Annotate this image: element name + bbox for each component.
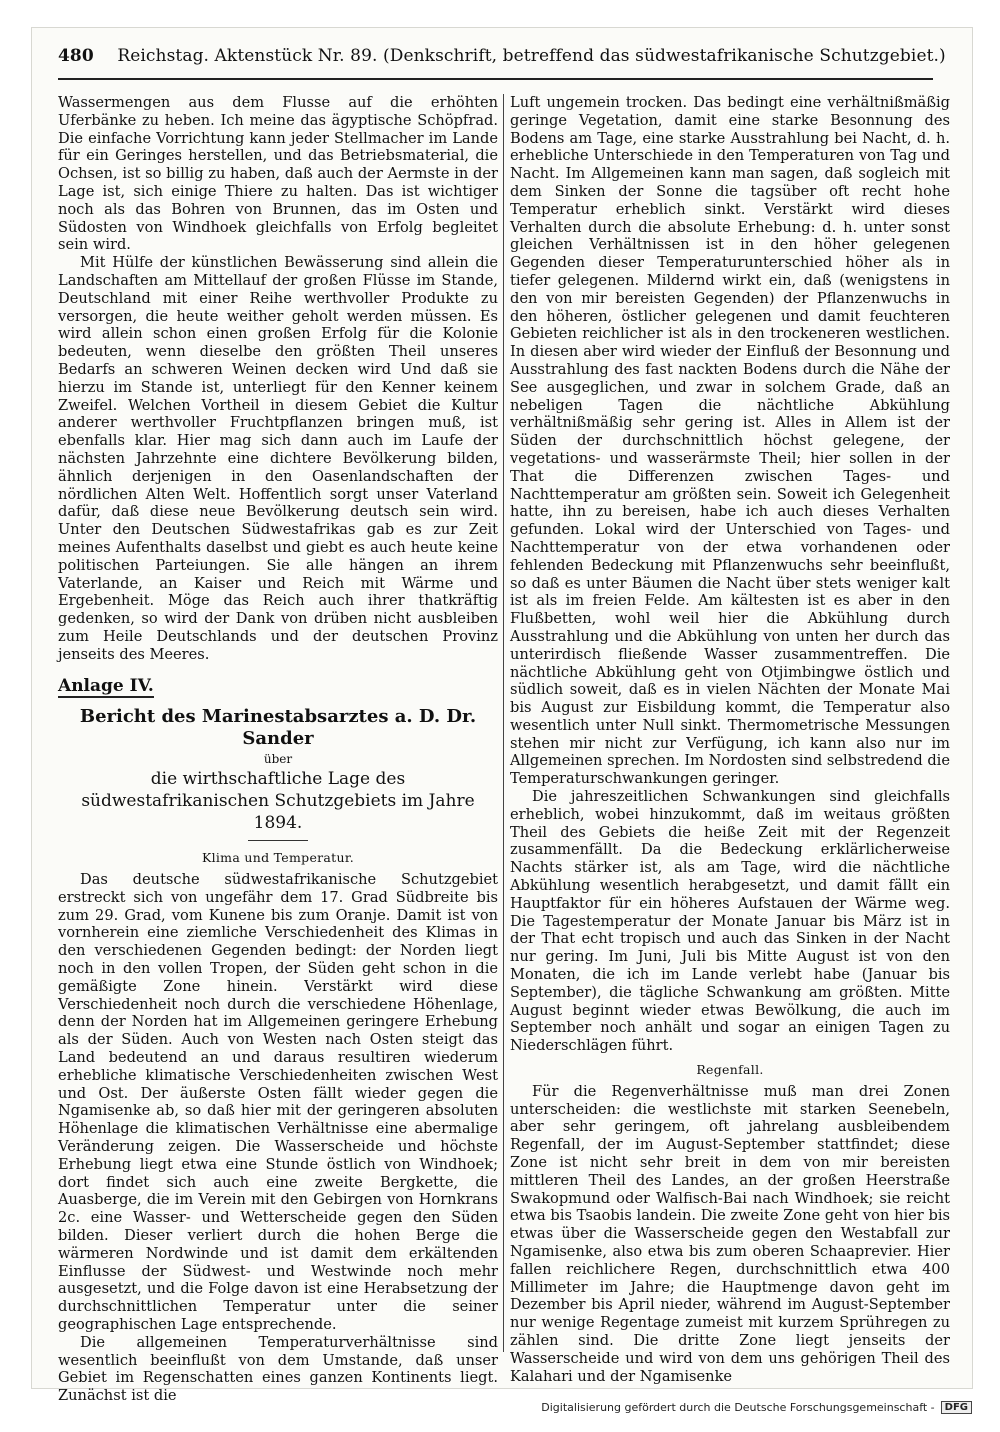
dfg-logo-icon: DFG [941,1401,972,1414]
paragraph: Die jahreszeitlichen Schwankungen sind gleichfalls erheblich, wobei hinzukommt, daß im weitaus größten Theil des Gebiets die heiße Zeit mit der Regenzeit zusammenfällt. Da die Bedeckung erklärlicherweise Nachts stärker ist, als am Tage, wird die nächtliche Abkühlung wesentlich herabgesetzt, und damit fällt ein Hauptfaktor für ein höheres Aufstauen der Wärme weg. Die Tagestemperatur der Monate Januar bis März ist in der That echt tropisch und auch das Sinken in der Nacht nur gering. Im Juni, Juli bis Mitte August ist von den Monaten, die ich im Lande verlebt habe (Januar bis September), die tägliche Schwankung am größten. Mitte August beginnt wieder etwas Bewölkung, die auch im September noch anhält und sogar an einigen Tagen zu Niederschlägen führt. [510,788,950,1055]
paragraph: Mit Hülfe der künstlichen Bewässerung sind allein die Landschaften am Mittellauf der großen Flüsse im Stande, Deutschland mit einer Reihe werthvoller Produkte zu versorgen, die heute weither geholt werden müssen. Es wird allein schon einen großen Erfolg für die Kolonie bedeuten, wenn dieselbe den größten Theil unseres Bedarfs an schweren Weinen decken wird Und daß sie hierzu im Stande ist, unterliegt für den Kenner keinem Zweifel. Welchen Vortheil in diesem Gebiet die Kultur anderer werthvoller Fruchtpflanzen bringen muß, ist ebenfalls klar. Hier mag sich dann auch im Laufe der nächsten Jahrzehnte eine dichtere Bevölkerung bilden, ähnlich derjenigen in den Oasenlandschaften der nördlichen Alten Welt. Hoffentlich sorgt unser Vaterland dafür, daß diese neue Bevölkerung deutsch sein wird. Unter den Deutschen Südwestafrikas gab es zur Zeit meines Aufenthalts daselbst und giebt es auch heute keine politischen Parteiungen. Sie alle hängen an ihrem Vaterlande, an Kaiser und Reich mit Wärme und Ergebenheit. Möge das Reich auch ihrer thatkräftig gedenken, so wird der Dank von drüben nicht ausbleiben zum Heile Deutschlands und der deutschen Provinz jenseits des Meeres. [58,254,498,663]
section-heading-regenfall: Regenfall. [696,1062,764,1078]
left-column [58,94,498,1405]
report-subject: die wirthschaftliche Lage des südwestafrikanischen Schutzgebiets im Jahre 1894. [81,769,475,834]
right-column [510,94,950,1385]
title-rule [248,840,308,841]
page-number: 480 [58,46,94,66]
report-title: Bericht des Marinestabsarztes a. D. Dr. Sander [79,706,477,750]
paragraph: Die allgemeinen Temperaturverhältnisse sind wesentlich beeinflußt von dem Umstande, daß unser Gebiet im Regenschatten eines ganzen Kontinents liegt. Zunächst ist die [58,1333,498,1405]
paragraph: Luft ungemein trocken. Das bedingt eine verhältnißmäßig geringe Vegetation, damit eine starke Besonnung des Bodens am Tage, eine starke Ausstrahlung bei Nacht, d. h. erhebliche Unterschiede in den Temperaturen von Tag und Nacht. Im Allgemeinen kann man sagen, daß sogleich mit dem Sinken der Sonne die tagsüber oft recht hohe Temperatur erheblich sinkt. Verstärkt wird dieses Verhalten durch die absolute Erhebung: d. h. unter sonst gleichen Verhältnissen ist in den höher gelegenen Gegenden dieser Temperaturunterschied höher als in tiefer gelegenen. Mildernd wirkt ein, daß (wenigstens in den von mir bereisten Gegenden) der Pflanzenwuchs in den höheren, östlicher gelegenen und damit feuchteren Gebieten reichlicher ist als in den trockeneren westlichen. In diesen aber wird wieder der Einfluß der Besonnung und Ausstrahlung des fast nackten Bodens durch die Nähe der See ausgeglichen, und zwar in solchem Grade, daß an nebeligen Tagen die nächtliche Abkühlung verhältnißmäßig sehr gering ist. Alles in Allem ist der Süden der durchschnittlich höchst gelegene, der vegetations- und wasserärmste Theil; hier sollen in der That die Differenzen zwischen Tages- und Nachttemperatur am größten sein. Soweit ich Gelegenheit hatte, ihn zu bereisen, habe ich auch dieses Verhalten gefunden. Lokal wird der Unterschied von Tages- und Nachttemperatur von der etwa vorhandenen oder fehlenden Bedeckung mit Pflanzenwuchs sehr beeinflußt, so daß es unter Bäumen die Nacht über stets weniger kalt ist als im freien Felde. Am kältesten ist es aber in den Flußbetten, wohl weil hier die Abkühlung durch Ausstrahlung und die Abkühlung von unten her durch das unterirdisch fließende Wasser zusammentreffen. Die nächtliche Abkühlung geht von Otjimbingwe östlich und südlich soweit, daß es in vielen Nächten der Monate Mai bis August zur Eisbildung kommt, die Temperatur also wesentlich unter Null sinkt. Thermometrische Messungen stehen mir nicht zur Verfügung, ich kann also nur im Allgemeinen sprechen. Im Nordosten sind selbstredend die Temperaturschwankungen geringer. [510,94,950,788]
appendix-label: Anlage IV. [58,678,154,699]
paragraph: Wassermengen aus dem Flusse auf die erhöhten Uferbänke zu heben. Ich meine das ägyptische Schöpfrad. Die einfache Vorrichtung kann jeder Stellmacher im Lande für ein Geringes herstellen, und das Betriebsmaterial, die Ochsen, ist so billig zu haben, daß auch der Aermste in der Lage ist, sich einige Thiere zu halten. Das ist wichtiger noch als das Bohren von Brunnen, das im Osten und Südosten von Windhoek gleichfalls von Erfolg begleitet sein wird. [58,94,498,254]
paragraph: Für die Regenverhältnisse muß man drei Zonen unterscheiden: die westlichste mit starken Seenebeln, aber sehr geringem, oft jahrelang ausbleibendem Regenfall, der im August-September stattfindet; diese Zone ist nicht sehr breit in dem von mir bereisten mittleren Theil des Landes, an der großen Heerstraße Swakopmund oder Walfisch-Bai nach Windhoek; sie reicht etwa bis Tsaobis landein. Die zweite Zone geht von hier bis etwas über die Wasserscheide gegen den Westabfall zur Ngamisenke, also etwa bis zum oberen Schaaprevier. Hier fallen reichlichere Regen, durchschnittlich etwa 400 Millimeter im Jahre; die Hauptmenge davon geht im Dezember bis April nieder, während im August-September nur wenige Regentage zumeist mit kurzem Sprühregen zu zählen sind. Die dritte Zone liegt jenseits der Wasserscheide und wird von dem uns gehörigen Theil des Kalahari und der Ngamisenke [510,1082,950,1385]
running-header [58,46,946,66]
paragraph: Das deutsche südwestafrikanische Schutzgebiet erstreckt sich von ungefähr dem 17. Grad Südbreite bis zum 29. Grad, vom Kunene bis zum Oranje. Damit ist von vornherein eine ziemliche Verschiedenheit des Klimas in den verschiedenen Gegenden bedingt: der Norden liegt noch in den vollen Tropen, der Süden geht schon in die gemäßigte Zone hinein. Verstärkt wird diese Verschiedenheit noch durch die verschiedene Höhenlage, denn der Norden hat im Allgemeinen geringere Erhebung als der Süden. Auch von Westen nach Osten steigt das Land bedeutend an und daraus resultiren wiederum erhebliche klimatische Verschiedenheiten zwischen West und Ost. Der äußerste Osten fällt wieder gegen die Ngamisenke ab, so daß hier mit der geringeren absoluten Höhenlage die klimatischen Verhältnisse eine abermalige Veränderung zeigen. Die Wasserscheide und höchste Erhebung liegt etwa eine Stunde östlich von Windhoek; dort findet sich auch eine zweite Bergkette, die Auasberge, die im Verein mit den Gebirgen von Hornkrans 2c. eine Wasser- und Wetterscheide gegen den Süden bilden. Dieser verliert durch die hohen Berge die wärmeren Nordwinde und ist damit dem erkältenden Einflusse der Südwest- und Westwinde noch mehr ausgesetzt, und die Folge davon ist eine Herabsetzung der durchschnittlichen Temperatur unter die seiner geographischen Lage entsprechende. [58,871,498,1334]
header-rule [58,78,933,80]
running-title: Reichstag. Aktenstück Nr. 89. (Denkschrift, betreffend das südwestafrikanische Schutzgebiet.) [117,46,946,66]
section-heading-klima: Klima und Temperatur. [201,850,355,866]
digitization-footer [541,1401,972,1414]
column-divider [503,94,504,1352]
document-page [32,28,972,1405]
report-ueber: über [263,752,293,767]
footer-credit: Digitalisierung gefördert durch die Deutsche Forschungsgemeinschaft - [541,1401,935,1414]
